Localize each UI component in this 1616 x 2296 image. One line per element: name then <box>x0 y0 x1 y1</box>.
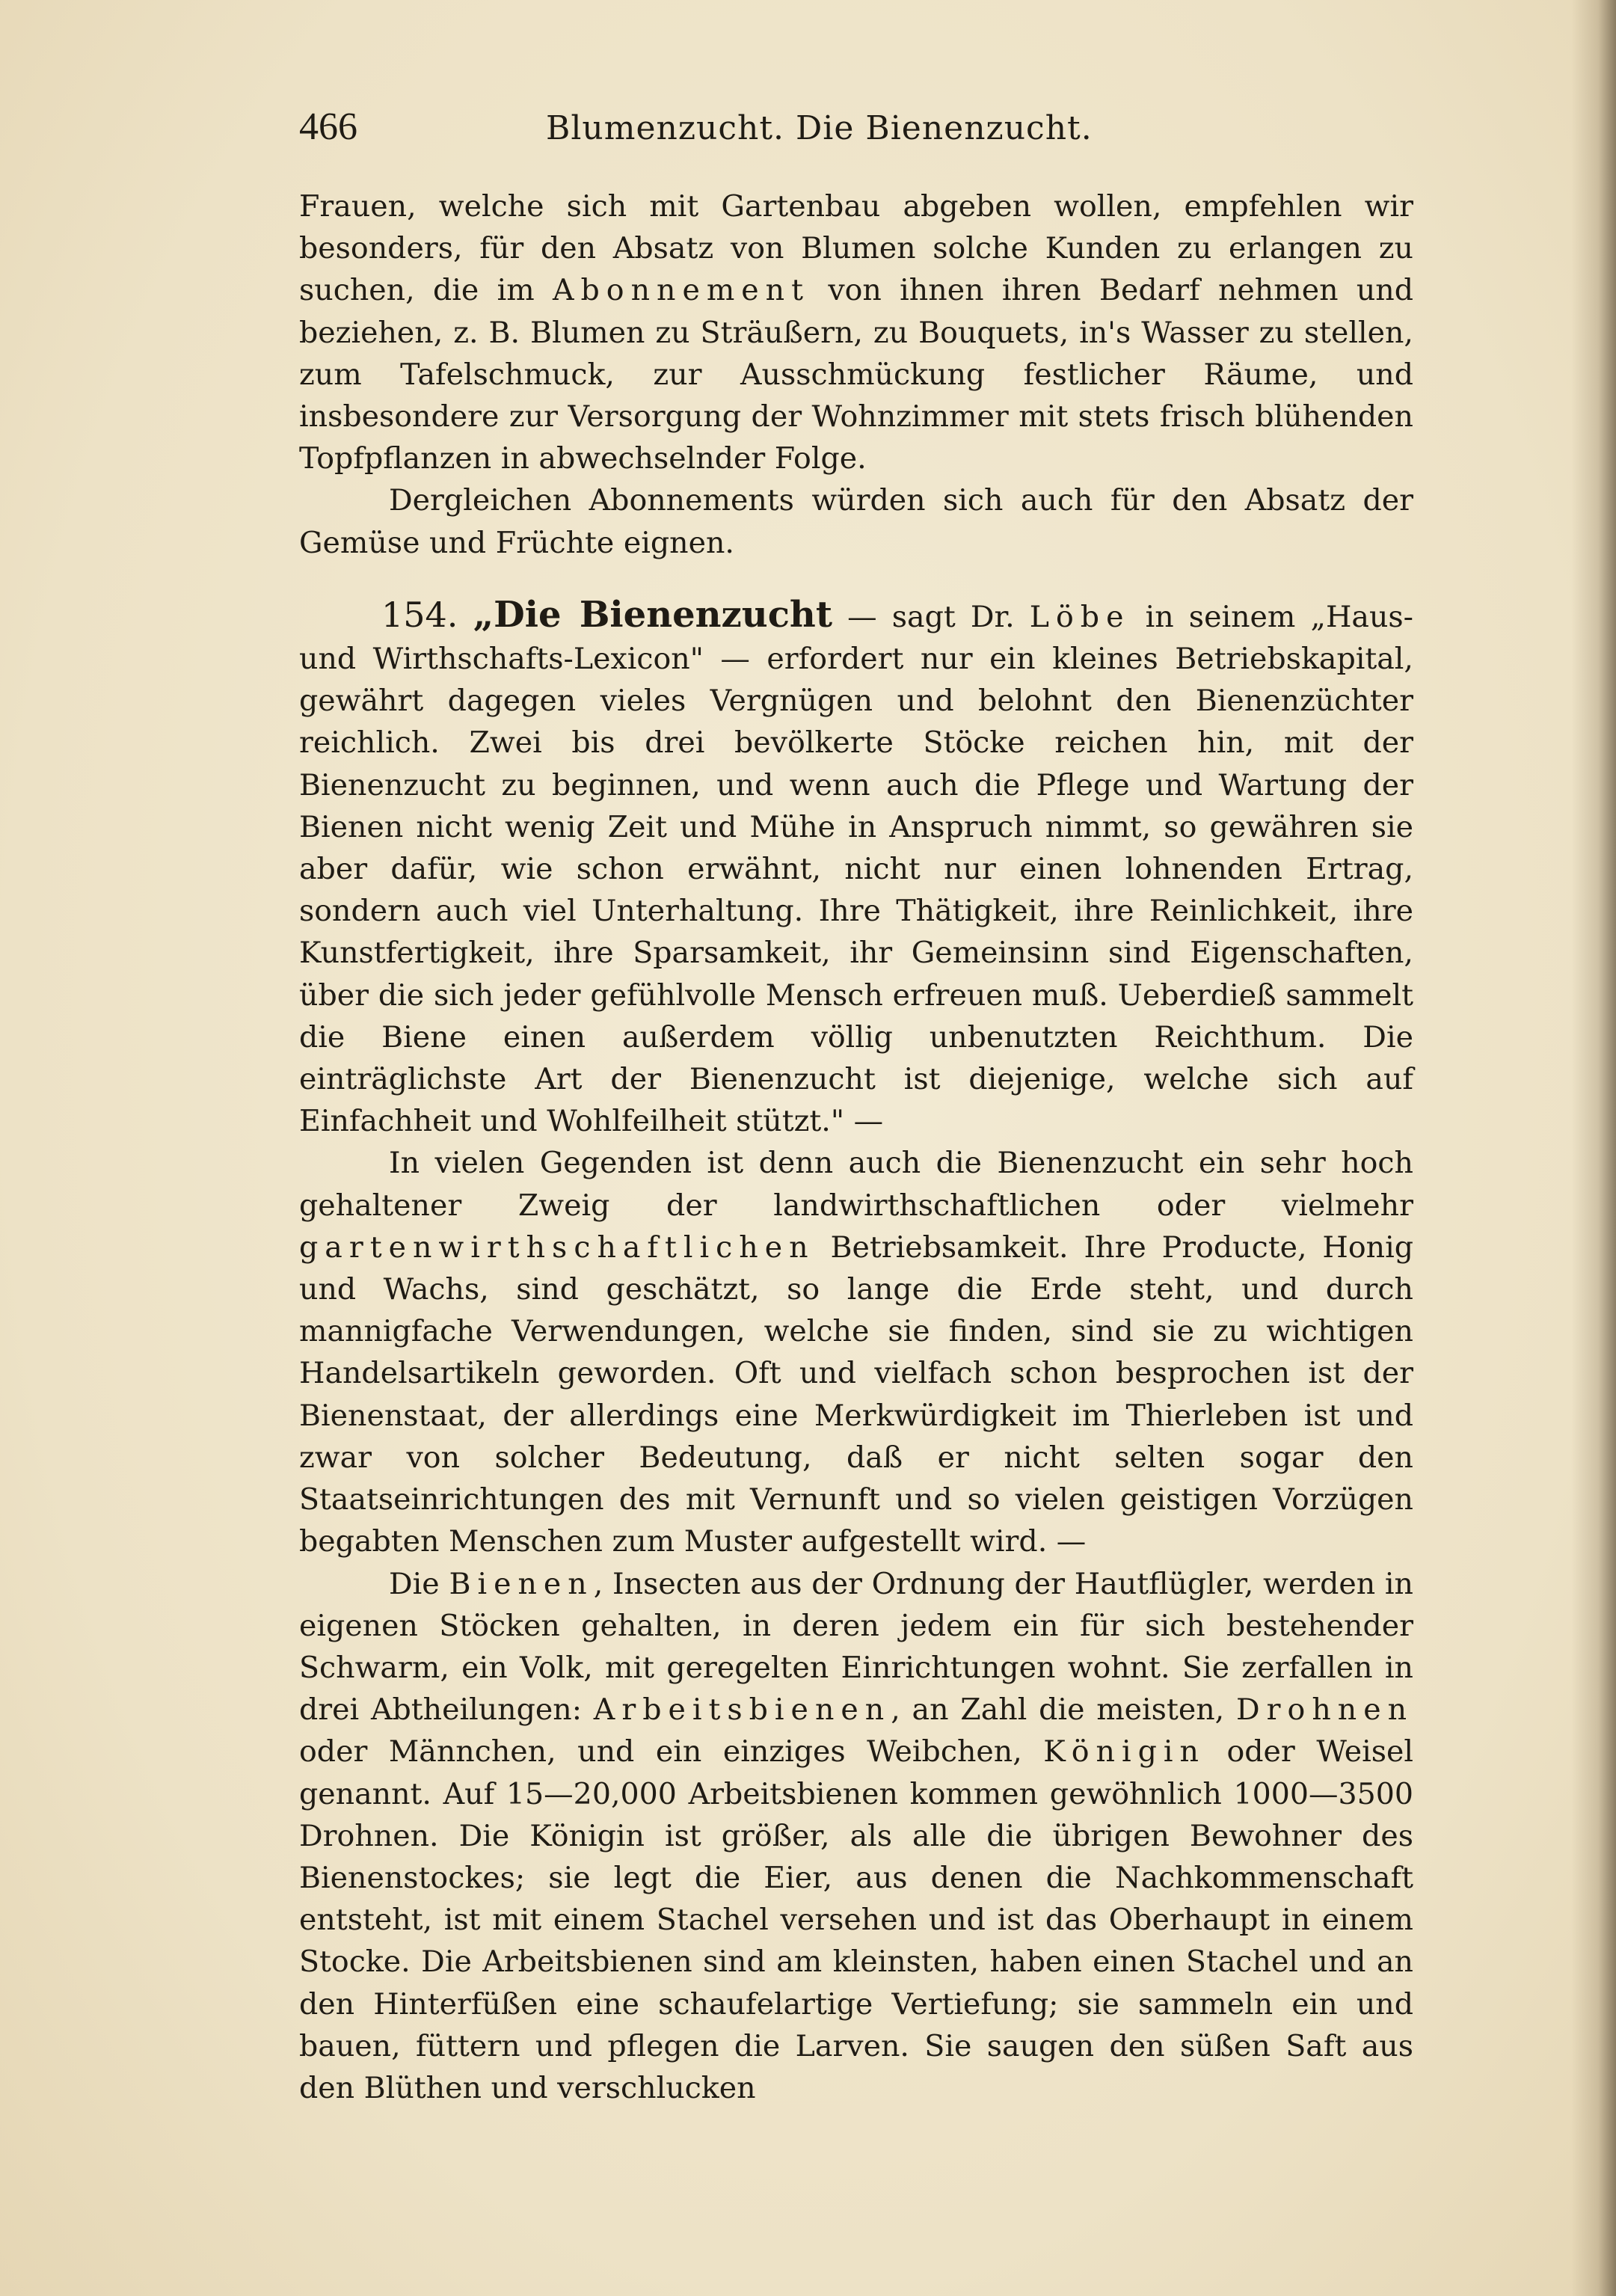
paragraph-abonnements: Dergleichen Abonnements würden sich auch für den Absatz der Gemüse und Früchte eignen. <box>299 483 1413 560</box>
spaced-word-gartenwirthschaftlichen: gartenwirthschaftlichen <box>299 1230 815 1265</box>
page-content <box>299 105 1413 2109</box>
spaced-word-abonnement: Abonnement <box>553 273 810 308</box>
spaced-word-arbeitsbienen: Arbeitsbienen <box>593 1692 891 1728</box>
section-title: „Die Bienenzucht <box>473 593 832 636</box>
paragraph-gegenden: In vielen Gegenden ist denn auch die Bienenzucht ein sehr hoch gehaltener Zweig der landwirthschaftlichen oder vielmehr gartenwirthschaftlichen Betriebsamkeit. Ihre Producte, Honig und Wachs, sind geschätzt, so lange die Erde steht, und durch mannigfache Verwendungen, welche sie finden, sind sie zu wichtigen Handelsartikeln geworden. Oft und vielfach schon besprochen ist der Bienenstaat, der allerdings eine Merkwürdigkeit im Thierleben ist und zwar von solcher Bedeutung, daß er nicht selten sogar den Staatseinrichtungen des mit Vernunft und so vielen geistigen Vorzügen begabten Menschen zum Muster aufgestellt wird. — <box>299 1146 1413 1559</box>
body-text <box>299 185 1413 2109</box>
section-number: 154. <box>381 594 458 635</box>
page-number: 466 <box>299 105 357 148</box>
spaced-word-koenigin: Königin <box>1043 1734 1205 1769</box>
spaced-word-drohnen: Drohnen <box>1235 1692 1414 1728</box>
spaced-word-bienen: Bienen <box>449 1566 594 1601</box>
paragraph-frauen: Frauen, welche sich mit Gartenbau abgeben wollen, empfehlen wir besonders, für den Absatz von Blumen solche Kunden zu erlangen zu suchen, die im Abonnement von ihnen ihren Bedarf nehmen und beziehen, z. B. Blumen zu Sträußern, zu Bouquets, in's Wasser zu stellen, zum Tafelschmuck, zur Ausschmückung festlicher Räume, und insbesondere zur Versorgung der Wohnzimmer mit stets frisch blühenden Topfpflanzen in abwechselnder Folge. <box>299 189 1413 476</box>
author-name: Löbe <box>1029 599 1131 634</box>
section-154: 154. „Die Bienenzucht — sagt Dr. Löbe in seinem „Haus- und Wirthschafts-Lexicon" — erfordert nur ein kleines Betriebskapital, gewährt dagegen vieles Vergnügen und belohnt den Bienenzüchter reichlich. Zwei bis drei bevölkerte Stöcke reichen hin, mit der Bienenzucht zu beginnen, und wenn auch die Pflege und Wartung der Bienen nicht wenig Zeit und Mühe in Anspruch nimmt, so gewähren sie aber dafür, wie schon erwähnt, nicht nur einen lohnenden Ertrag, sondern auch viel Unterhaltung. Ihre Thätigkeit, ihre Reinlichkeit, ihre Kunstfertigkeit, ihre Sparsamkeit, ihr Gemeinsinn sind Eigenschaften, über die sich jeder gefühlvolle Mensch erfreuen muß. Ueberdieß sammelt die Biene einen außerdem völlig unbenutzten Reichthum. Die einträglichste Art der Bienenzucht ist diejenige, welche sich auf Einfachheit und Wohlfeilheit stützt." — <box>299 593 1414 1139</box>
page-gutter-shadow <box>1571 0 1616 2296</box>
running-title: Blumenzucht. Die Bienenzucht. <box>546 109 1093 147</box>
paragraph-bienen: Die Bienen, Insecten aus der Ordnung der Hautflügler, werden in eigenen Stöcken gehalten, in deren jedem ein für sich bestehender Schwarm, ein Volk, mit geregelten Einrichtungen wohnt. Sie zerfallen in drei Abtheilungen: Arbeitsbienen, an Zahl die meisten, Drohnen oder Männchen, und ein einziges Weibchen, Königin oder Weisel genannt. Auf 15—20,000 Arbeitsbienen kommen gewöhnlich 1000—3500 Drohnen. Die Königin ist größer, als alle die übrigen Bewohner des Bienenstockes; sie legt die Eier, aus denen die Nachkommenschaft entsteht, ist mit einem Stachel versehen und ist das Oberhaupt in einem Stocke. Die Arbeitsbienen sind am kleinsten, haben einen Stachel und an den Hinterfüßen eine schaufelartige Vertiefung; sie sammeln ein und bauen, füttern und pflegen die Larven. Sie saugen den süßen Saft aus den Blüthen und verschlucken <box>299 1566 1414 2105</box>
running-head <box>299 105 1413 157</box>
